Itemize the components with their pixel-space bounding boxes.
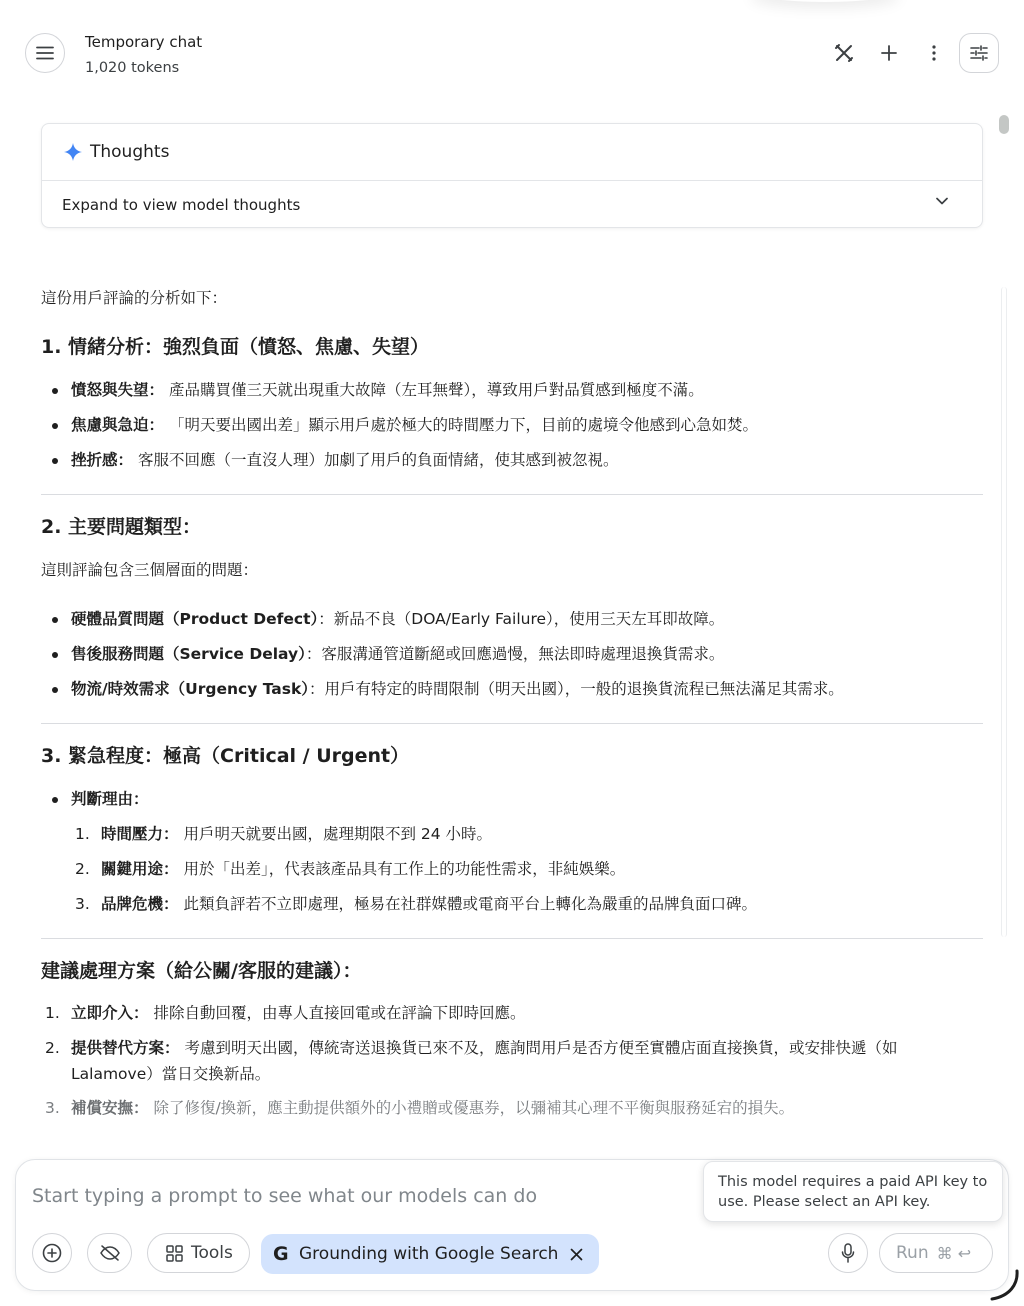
api-key-tooltip: This model requires a paid API key to use. Please select an API key. — [703, 1161, 1003, 1222]
compare-icon — [834, 43, 854, 63]
section-heading-sentiment: 1. 情緒分析：強烈負面（憤怒、焦慮、失望） — [41, 336, 430, 358]
new-chat-button[interactable] — [875, 39, 903, 67]
chat-title: Temporary chat — [85, 33, 203, 51]
add-circle-icon — [42, 1243, 62, 1263]
thoughts-header — [42, 124, 982, 181]
section-heading-urgency: 3. 緊急程度：極高（Critical / Urgent） — [41, 745, 410, 767]
section-heading-issues: 2. 主要問題類型： — [41, 516, 202, 538]
run-settings-button[interactable] — [959, 33, 999, 73]
urgency-reasons-list — [41, 817, 983, 922]
header — [0, 0, 1024, 100]
compare-button[interactable] — [830, 39, 858, 67]
tools-button[interactable] — [147, 1233, 250, 1273]
thoughts-title: Thoughts — [90, 142, 170, 162]
run-shortcut: ⌘ ↩ — [936, 1243, 972, 1263]
expand-thoughts-label: Expand to view model thoughts — [62, 195, 301, 214]
urgency-list — [41, 782, 983, 817]
thoughts-panel — [41, 123, 983, 228]
grounding-label: Grounding with Google Search — [299, 1244, 559, 1264]
google-g-icon: G — [273, 1243, 289, 1265]
menu-button[interactable] — [25, 33, 65, 73]
list-item: 3. 補償安撫： 除了修復/換新，應主動提供額外的小禮贈或優惠券，以彌補其心理不平衡與服務延宕的損失。 — [45, 1099, 795, 1117]
add-media-button[interactable] — [32, 1233, 72, 1273]
voice-input-button[interactable] — [828, 1233, 868, 1273]
loading-spinner-icon — [988, 1268, 1020, 1302]
microphone-icon — [841, 1243, 855, 1263]
token-count: 1,020 tokens — [85, 60, 180, 76]
close-icon[interactable] — [570, 1248, 583, 1261]
menu-icon — [36, 46, 54, 60]
list-item: 判斷理由： — [41, 782, 983, 817]
list-item: 物流/時效需求（Urgency Task）：用戶有特定的時間限制（明天出國），一般的退換貨流程已無法滿足其需求。 — [41, 672, 983, 707]
expand-thoughts-toggle[interactable] — [42, 181, 982, 228]
top-shadow — [750, 0, 900, 2]
list-item: 挫折感： 客服不回應（一直沒人理）加劇了用戶的負面情緒，使其感到被忽視。 — [41, 443, 983, 478]
prompt-input[interactable]: Start typing a prompt to see what our models can do — [32, 1185, 538, 1207]
issues-list — [41, 602, 983, 707]
list-item: 1. 時間壓力： 用戶明天就要出國，處理期限不到 24 小時。 — [75, 825, 493, 843]
plus-icon — [881, 45, 897, 61]
scrollbar-thumb[interactable] — [999, 115, 1009, 134]
chevron-down-icon — [936, 197, 948, 205]
tools-label: Tools — [191, 1243, 233, 1263]
scrollbar-track[interactable] — [1001, 287, 1007, 937]
more-options-button[interactable] — [920, 39, 948, 67]
list-item: 2. 關鍵用途： 用於「出差」，代表該產品具有工作上的功能性需求，非純娛樂。 — [75, 860, 626, 878]
chat-title-block — [85, 32, 202, 78]
more-vert-icon — [932, 45, 936, 61]
grounding-chip[interactable] — [261, 1234, 599, 1274]
run-button[interactable] — [879, 1233, 993, 1273]
sparkle-icon — [64, 143, 82, 161]
section-heading-recommendations: 建議處理方案（給公關/客服的建議）： — [41, 960, 362, 982]
tune-icon — [970, 45, 988, 61]
list-item: 硬體品質問題（Product Defect）：新品不良（DOA/Early Failure），使用三天左耳即故障。 — [41, 602, 983, 637]
issues-intro: 這則評論包含三個層面的問題： — [41, 561, 259, 579]
run-label: Run — [896, 1243, 929, 1263]
sentiment-list — [41, 373, 983, 478]
recommendations-list — [41, 996, 983, 1126]
list-item: 1. 立即介入： 排除自動回覆，由專人直接回電或在評論下即時回應。 — [45, 1004, 526, 1022]
tools-grid-icon — [166, 1245, 183, 1262]
list-item: 焦慮與急迫： 「明天要出國出差」顯示用戶處於極大的時間壓力下，目前的處境令他感到心急如焚。 — [41, 408, 983, 443]
intro-text: 這份用戶評論的分析如下： — [41, 289, 228, 307]
list-item: 2. 提供替代方案： 考慮到明天出國，傳統寄送退換貨已來不及，應詢問用戶是否方便至實體店面直接換貨，或安排快遞（如 Lalamove）當日交換新品。 — [45, 1039, 898, 1083]
list-item: 售後服務問題（Service Delay）：客服溝通管道斷絕或回應過慢，無法即時處理退換貨需求。 — [41, 637, 983, 672]
visibility-off-icon — [99, 1245, 121, 1261]
divider — [41, 494, 983, 495]
response-content — [41, 282, 983, 1126]
list-item: 3. 品牌危機： 此類負評若不立即處理，極易在社群媒體或電商平台上轉化為嚴重的品牌負面口碑。 — [75, 895, 757, 913]
divider — [41, 938, 983, 939]
hide-thoughts-button[interactable] — [87, 1233, 132, 1273]
list-item: 憤怒與失望： 產品購買僅三天就出現重大故障（左耳無聲），導致用戶對品質感到極度不滿。 — [41, 373, 983, 408]
divider — [41, 723, 983, 724]
